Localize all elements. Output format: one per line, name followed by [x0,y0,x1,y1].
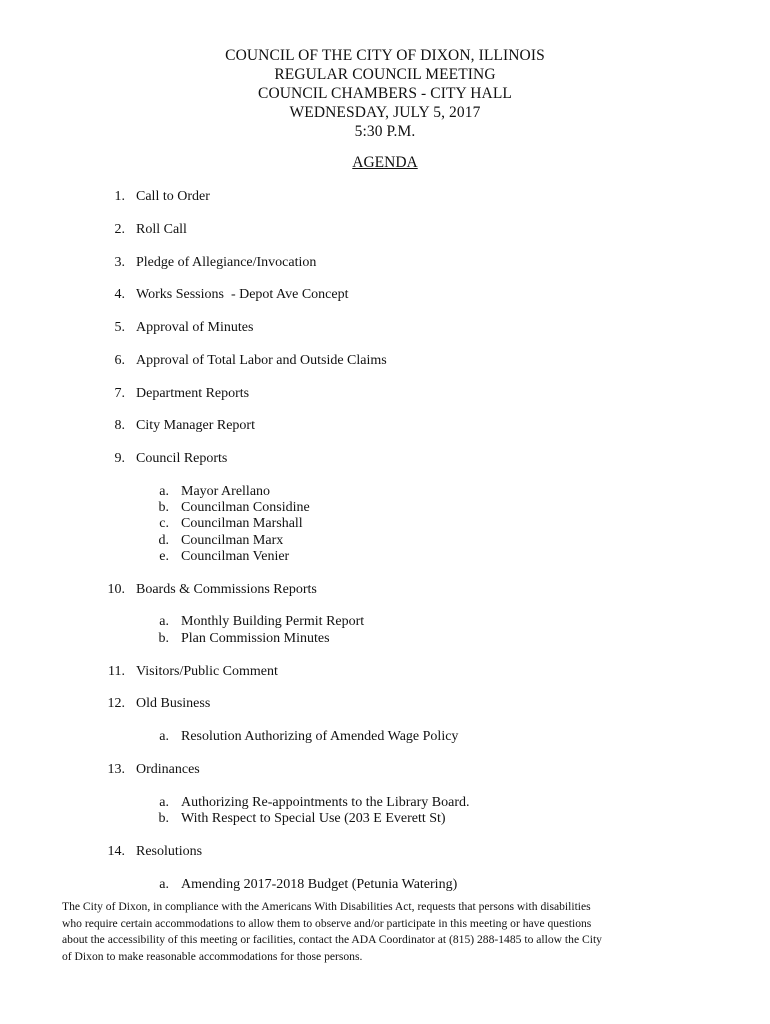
agenda-item-number: 9. [114,451,125,466]
meeting-header [0,46,770,141]
agenda-item-number: 7. [114,386,125,401]
agenda-item-number: 13. [107,762,125,777]
agenda-item-number: 2. [114,222,125,237]
agenda-item-label: Call to Order [136,189,210,204]
agenda-item-number: 1. [114,189,125,204]
agenda-item-number: 4. [114,287,125,302]
agenda-item-label: Old Business [136,696,211,711]
agenda-item-label: Department Reports [136,386,250,401]
agenda-item-label: Pledge of Allegiance/Invocation [136,255,317,270]
agenda-item-label: City Manager Report [136,418,255,433]
subitem-letter: e. [159,549,169,564]
agenda-item-number: 12. [107,696,125,711]
header-time: 5:30 P.M. [354,123,416,140]
subitem-label: Councilman Venier [181,549,290,564]
agenda-item-label: Boards & Commissions Reports [136,582,317,597]
agenda-item-label: Resolutions [136,844,203,859]
subitem-letter: a. [159,877,169,892]
agenda-item-number: 14. [107,844,125,859]
agenda-item-number: 10. [107,582,125,597]
subitem-label: Authorizing Re-appointments to the Library Board. [181,795,470,810]
ada-notice [62,899,712,965]
ada-notice-line: about the accessibility of this meeting or facilities, contact the ADA Coordinator at (815) 288-1485 to allow the City [62,933,602,946]
header-council-name: COUNCIL OF THE CITY OF DIXON, ILLINOIS [225,47,545,64]
subitem-letter: b. [158,631,169,646]
agenda-item-label: Visitors/Public Comment [136,664,278,679]
agenda-item-number: 6. [114,353,125,368]
agenda-item-label: Ordinances [136,762,200,777]
agenda-item-label: Works Sessions - Depot Ave Concept [136,287,349,302]
agenda-item-number: 8. [114,418,125,433]
agenda-item-label: Approval of Total Labor and Outside Claims [136,353,387,368]
agenda-item-number: 11. [108,664,125,679]
agenda-item-number: 3. [114,255,125,270]
subitem-label: Amending 2017-2018 Budget (Petunia Watering) [181,877,458,892]
agenda-item-number: 5. [114,320,125,335]
agenda-item-label: Council Reports [136,451,228,466]
header-date: WEDNESDAY, JULY 5, 2017 [289,104,481,121]
agenda-title: AGENDA [352,154,418,171]
agenda-item-label: Approval of Minutes [136,320,254,335]
ada-notice-line: The City of Dixon, in compliance with the Americans With Disabilities Act, requests that persons with disabilities [62,900,591,913]
agenda-item-label: Roll Call [136,222,187,237]
subitem-label: Councilman Marshall [181,516,303,531]
subitem-label: Resolution Authorizing of Amended Wage Policy [181,729,459,744]
subitem-letter: d. [158,533,169,548]
header-location: COUNCIL CHAMBERS - CITY HALL [258,85,512,102]
subitem-letter: a. [159,729,169,744]
subitem-label: Monthly Building Permit Report [181,614,365,629]
ada-notice-line: of Dixon to make reasonable accommodations for those persons. [62,949,363,963]
subitem-letter: c. [159,516,169,531]
subitem-letter: b. [158,500,169,515]
subitem-letter: b. [158,811,169,826]
subitem-label: Plan Commission Minutes [181,631,330,646]
subitem-label: Councilman Marx [181,533,284,548]
subitem-letter: a. [159,614,169,629]
subitem-letter: a. [159,484,169,499]
subitem-label: Councilman Considine [181,500,310,515]
subitem-label: With Respect to Special Use (203 E Everett St) [181,811,446,826]
ada-notice-line: who require certain accommodations to allow them to observe and/or participate in this meeting or have questions [62,916,592,930]
subitem-label: Mayor Arellano [181,484,271,499]
subitem-letter: a. [159,795,169,810]
header-meeting-type: REGULAR COUNCIL MEETING [274,66,496,83]
